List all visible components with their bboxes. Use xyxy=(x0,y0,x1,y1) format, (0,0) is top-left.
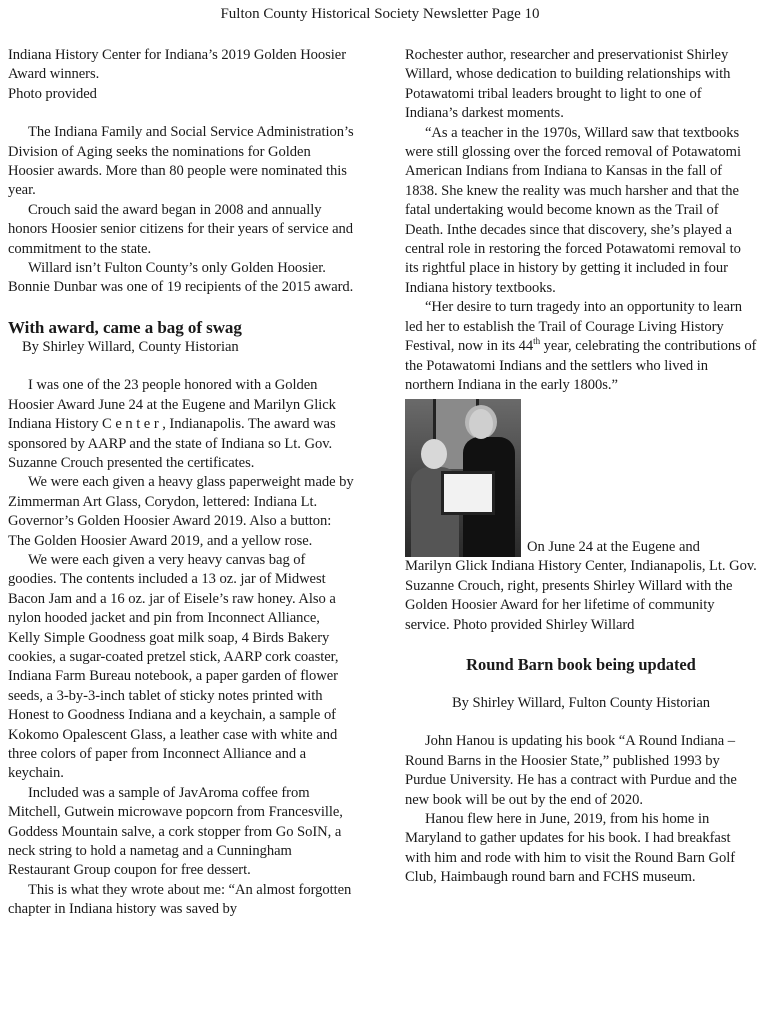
photo-caption-continued: Marilyn Glick Indiana History Center, Indianapolis, Lt. Gov. Suzanne Crouch, right, presents Shirley Willard with the Golden Hoosier Award for her lifetime of community service. Photo provided Shirley Willard xyxy=(405,558,757,633)
article-byline: By Shirley Willard, County Historian xyxy=(22,338,239,355)
article-paragraph: Rochester author, researcher and preservationist Shirley Willard, whose dedication to building relationships with Potawatomi tribal leaders brought to light to one of Indiana’s darkest moments. xyxy=(405,47,731,122)
article-paragraph: This is what they wrote about me: “An almost forgotten chapter in Indiana history was saved by xyxy=(8,881,352,918)
article-paragraph: We were each given a very heavy canvas bag of goodies. The contents included a 13 oz. jar of Midwest Bacon Jam and a 16 oz. jar of Eisele’s raw honey. Also a nylon hooded jacket and pin from Inconnect Alliance, Kelly Simple Goodness goat milk soap, 4 Birds Bakery cookies, a sugar-coated pretzel stick, AARP cork coaster, Indiana Farm Bureau notebook, a paper garden of flower seeds, a 3-by-3-inch tablet of sticky notes printed with Honest to Goodness Indiana and a keychain, a sample of Kokomo Opalescent Glass, a leather case with white and three colors of paper from Inconnect Alliance and a keychain. xyxy=(8,551,339,782)
newsletter-header: Fulton County Historical Society Newsletter Page 10 xyxy=(220,6,540,22)
photo-block xyxy=(405,399,757,557)
article-paragraph: The Indiana Family and Social Service Administration’s Division of Aging seeks the nominations for Golden Hoosier awards. More than 80 people were nominated this year. xyxy=(8,124,354,199)
article-paragraph: Willard isn’t Fulton County’s only Golden Hoosier. Bonnie Dunbar was one of 19 recipients of the 2015 award. xyxy=(8,260,354,296)
article-paragraph-festival: “Her desire to turn tragedy into an opportunity to learn led her to establish the Trail of Courage Living History Festival, now in its 44th year, celebrating the contributions of the Potawatomi Indians and the settlers who lived in northern Indiana in the early 1800s.” xyxy=(405,299,757,393)
article-paragraph: I was one of the 23 people honored with a Golden Hoosier Award June 24 at the Eugene and Marilyn Glick Indiana History C e n t e r , Indianapolis. The award was sponsored by AARP and the state of Indiana so Lt. Gov. Suzanne Crouch presented the certificates. xyxy=(8,377,336,471)
photo-credit: Photo provided xyxy=(8,85,97,102)
article-paragraph: Crouch said the award began in 2008 and annually honors Hoosier senior citizens for their years of service and commitment to the state. xyxy=(8,201,354,257)
certificate-image xyxy=(441,471,495,515)
article-paragraph: Hanou flew here in June, 2019, from his home in Maryland to gather updates for his book. I had breakfast with him and rode with him to visit the Round Barn Golf Club, Haimbaugh round barn and FCHS museum. xyxy=(405,810,736,886)
article-paragraph: John Hanou is updating his book “A Round Indiana – Round Barns in the Hoosier State,” published 1993 by Purdue University. He has a contract with Purdue and the new book will be out by the end of 2020. xyxy=(405,733,737,808)
photo-caption-continued: Indiana History Center for Indiana’s 2019 Golden Hoosier Award winners. xyxy=(8,47,347,83)
right-column xyxy=(405,46,757,888)
article-byline: By Shirley Willard, Fulton County Historian xyxy=(451,694,711,711)
article-paragraph: We were each given a heavy glass paperweight made by Zimmerman Art Glass, Corydon, lettered: Indiana Lt. Governor’s Golden Hoosier Award 2019. Also a button: The Golden Hoosier Award 2019, and a yellow rose. xyxy=(8,474,354,549)
article-paragraph: “As a teacher in the 1970s, Willard saw that textbooks were still glossing over the forced removal of Potawatomi American Indians from Indiana to Kansas in the fall of 1838. She knew the reality was much harsher and that the fatal undertaking would become known as the Trail of Death. Inthe decades since that discovery, she’s played a central role in restoring the forced Potawatomi removal to its rightful place in history by getting it included in four Indiana history textbooks. xyxy=(405,124,741,296)
award-photo xyxy=(405,399,521,557)
article-heading-round-barn: Round Barn book being updated xyxy=(466,654,696,674)
photo-caption: On June 24 at the Eugene and xyxy=(527,538,700,555)
left-column xyxy=(8,46,355,920)
article-heading-swag: With award, came a bag of swag xyxy=(8,317,242,337)
article-paragraph: Included was a sample of JavAroma coffee from Mitchell, Gutwein microwave popcorn from Francesville, Goddess Mountain salve, a cork stopper from Go SoIN, a neck string to hold a nametag and a Cunningham Restaurant Group coupon for free dessert. xyxy=(8,784,343,879)
